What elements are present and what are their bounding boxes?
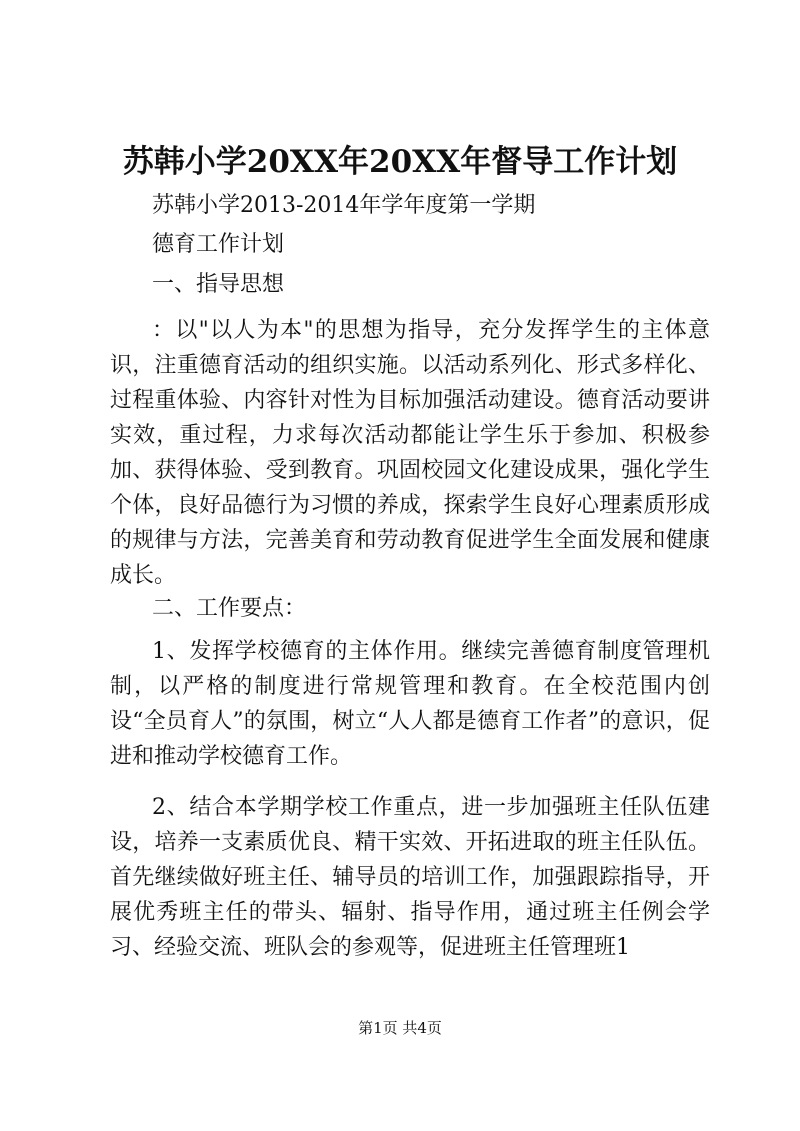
plan-heading: 德育工作计划 xyxy=(152,232,285,257)
document-subtitle: 苏韩小学2013-2014年学年度第一学期 xyxy=(152,193,536,218)
document-title: 苏韩小学20XX年20XX年督导工作计划 xyxy=(122,144,678,180)
section1-paragraph: ：以"以人为本"的思想为指导，充分发挥学生的主体意识，注重德育活动的组织实施。以活动系列化、形式多样化、过程重体验、内容针对性为目标加强活动建设。德育活动要讲实效，重过程，力求每次活动都能让学生乐于参加、积极参加、获得体验、受到教育。巩固校园文化建设成果，强化学生个体，良好品德行为习惯的养成，探索学生良好心理素质形成的规律与方法，完善美育和劳动教育促进学生全面发展和健康成长。 xyxy=(110,318,710,588)
work-point-1: 1、发挥学校德育的主体作用。继续完善德育制度管理机制，以严格的制度进行常规管理和教育。在全校范围内创设“全员育人”的氛围，树立“人人都是德育工作者”的意识，促进和推动学校德育工作。 xyxy=(110,639,710,769)
section2-heading: 二、工作要点： xyxy=(152,596,307,621)
section1-heading: 一、指导思想 xyxy=(152,272,285,297)
work-point-2: 2、结合本学期学校工作重点，进一步加强班主任队伍建设，培养一支素质优良、精干实效、开拓进取的班主任队伍。首先继续做好班主任、辅导员的培训工作，加强跟踪指导，开展优秀班主任的带头、辐射、指导作用，通过班主任例会学习、经验交流、班队会的参观等，促进班主任管理班1 xyxy=(110,795,710,960)
page-footer: 第1页 共4页 xyxy=(358,1019,442,1037)
